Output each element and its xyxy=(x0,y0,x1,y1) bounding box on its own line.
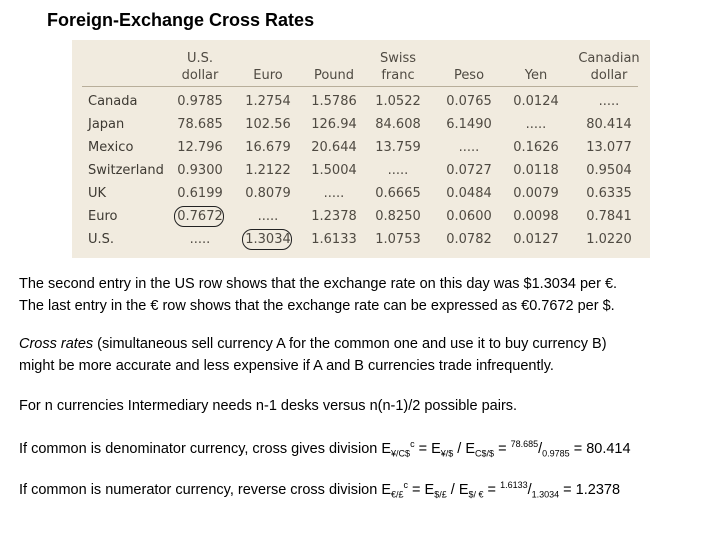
column-header-line2: Euro xyxy=(253,68,283,83)
formula2-slash: / xyxy=(527,481,532,498)
page-title: Foreign-Exchange Cross Rates xyxy=(47,10,315,30)
column-header xyxy=(358,50,438,84)
rate-cell: 1.6133 xyxy=(311,232,357,247)
formula2-mid: / E xyxy=(446,481,469,498)
rate-cell: ..... xyxy=(257,209,279,224)
formula2-numerator: 1.6133 xyxy=(500,480,528,490)
rate-cell: 1.0220 xyxy=(586,232,632,247)
rate-cell: 0.6665 xyxy=(375,186,421,201)
rate-cell: 1.5786 xyxy=(311,94,357,109)
formula2-sup1: c xyxy=(403,480,409,490)
rate-cell: 20.644 xyxy=(311,140,357,155)
formula1-sub1: ¥/C$ xyxy=(391,448,411,459)
formula1-eq2: = xyxy=(494,440,511,457)
row-label: Euro xyxy=(88,209,118,224)
rate-cell: ..... xyxy=(387,163,409,178)
rate-cell: 1.2754 xyxy=(245,94,291,109)
cross-rates-term: Cross rates xyxy=(19,336,94,352)
rate-cell: 126.94 xyxy=(311,117,357,132)
formula1-prefix: If common is denominator currency, cross gives division E xyxy=(19,440,392,457)
rate-cell: 0.8250 xyxy=(375,209,421,224)
rate-cell: 0.9785 xyxy=(177,94,223,109)
rate-cell: 0.0727 xyxy=(446,163,492,178)
formula2-eq1: = E xyxy=(408,481,435,498)
rate-cell: ..... xyxy=(598,94,620,109)
rate-cell: 0.9300 xyxy=(177,163,223,178)
column-header-line1: Swiss xyxy=(379,51,417,66)
formula1-numerator: 78.685 xyxy=(510,439,539,449)
para3: For n currencies Intermediary needs n-1 desks versus n(n-1)/2 possible pairs. xyxy=(19,398,518,414)
rate-cell: 0.0484 xyxy=(446,186,492,201)
column-header-line1: U.S. xyxy=(186,51,214,66)
formula2-prefix: If common is numerator currency, reverse cross division E xyxy=(19,481,392,498)
rate-cell: 16.679 xyxy=(245,140,291,155)
rate-cell: 12.796 xyxy=(177,140,223,155)
header-divider xyxy=(82,86,638,87)
column-header xyxy=(496,50,576,84)
formula1-denominator: 0.9785 xyxy=(542,448,570,459)
rate-cell: 0.7841 xyxy=(586,209,632,224)
rate-cell: 13.759 xyxy=(375,140,421,155)
rate-cell: 0.0124 xyxy=(513,94,559,109)
column-header-line2: franc xyxy=(381,68,415,83)
para1-line1: The second entry in the US row shows that the exchange rate on this day was $1.3034 per €. xyxy=(19,276,618,292)
rate-cell: 0.0127 xyxy=(513,232,559,247)
rate-cell: ..... xyxy=(189,232,211,247)
formula1-mid: / E xyxy=(453,440,476,457)
rate-cell: 0.0782 xyxy=(446,232,492,247)
rate-cell: 1.3034 xyxy=(245,232,291,247)
rate-cell: ..... xyxy=(458,140,480,155)
rate-cell: 1.2378 xyxy=(311,209,357,224)
formula2 xyxy=(19,474,620,506)
column-header-line1 xyxy=(496,50,576,67)
formula2-sub3: $/ € xyxy=(468,489,484,500)
rate-cell: 0.6335 xyxy=(586,186,632,201)
para1-line2: The last entry in the € row shows that the exchange rate can be expressed as €0.7672 per $. xyxy=(19,298,615,314)
formula2-sub1: €/£ xyxy=(391,489,404,500)
formula1-slash: / xyxy=(538,440,543,457)
rate-cell: 0.6199 xyxy=(177,186,223,201)
rate-cell: 0.8079 xyxy=(245,186,291,201)
row-label: UK xyxy=(88,186,107,201)
highlight-circle xyxy=(174,206,224,227)
rate-cell: 1.2122 xyxy=(245,163,291,178)
para2-line1 xyxy=(19,333,607,355)
rate-cell: 0.9504 xyxy=(586,163,632,178)
column-header-line2: dollar xyxy=(590,68,628,83)
rate-cell: 80.414 xyxy=(586,117,632,132)
rate-cell: 6.1490 xyxy=(446,117,492,132)
row-label: Mexico xyxy=(88,140,134,155)
cross-rates-table xyxy=(72,40,650,258)
formula1-result: = 80.414 xyxy=(569,440,631,457)
rate-cell: 84.608 xyxy=(375,117,421,132)
formula1-sub3: C$/$ xyxy=(475,448,495,459)
formula2-denominator: 1.3034 xyxy=(531,489,560,500)
column-header-line2: Pound xyxy=(313,68,355,83)
formula1-eq1: = E xyxy=(414,440,441,457)
rate-cell: 13.077 xyxy=(586,140,632,155)
rate-cell: ..... xyxy=(323,186,345,201)
column-header-line2: dollar xyxy=(181,68,219,83)
row-label: Switzerland xyxy=(88,163,164,178)
rate-cell: 0.7672 xyxy=(177,209,223,224)
column-header xyxy=(569,50,649,84)
column-header-line1: Canadian xyxy=(578,51,640,66)
row-label: U.S. xyxy=(88,232,115,247)
formula1 xyxy=(19,433,631,465)
rate-cell: 0.0765 xyxy=(446,94,492,109)
formula1-sup1: c xyxy=(410,439,415,449)
column-header-line2: Yen xyxy=(524,68,548,83)
rate-cell: 1.5004 xyxy=(311,163,357,178)
formula1-sub2: ¥/$ xyxy=(440,448,454,459)
rate-cell: ..... xyxy=(525,117,547,132)
rate-cell: 1.0522 xyxy=(375,94,421,109)
rate-cell: 0.0098 xyxy=(513,209,559,224)
rate-cell: 1.0753 xyxy=(375,232,421,247)
formula2-eq2: = xyxy=(483,481,501,498)
para2-line1-rest: (simultaneous sell currency A for the common one and use it to buy currency B) xyxy=(93,336,607,352)
rate-cell: 0.1626 xyxy=(513,140,559,155)
highlight-circle xyxy=(242,229,292,250)
rate-cell: 0.0118 xyxy=(513,163,559,178)
rate-cell: 78.685 xyxy=(177,117,223,132)
row-label: Japan xyxy=(88,117,125,132)
formula2-result: = 1.2378 xyxy=(559,481,621,498)
formula2-sub2: $/£ xyxy=(434,489,447,500)
para2-line2: might be more accurate and less expensive if A and B currencies trade infrequently. xyxy=(19,358,554,374)
rate-cell: 0.0079 xyxy=(513,186,559,201)
rate-cell: 102.56 xyxy=(245,117,291,132)
column-header-line2: Peso xyxy=(453,68,485,83)
rate-cell: 0.0600 xyxy=(446,209,492,224)
row-label: Canada xyxy=(88,94,138,109)
